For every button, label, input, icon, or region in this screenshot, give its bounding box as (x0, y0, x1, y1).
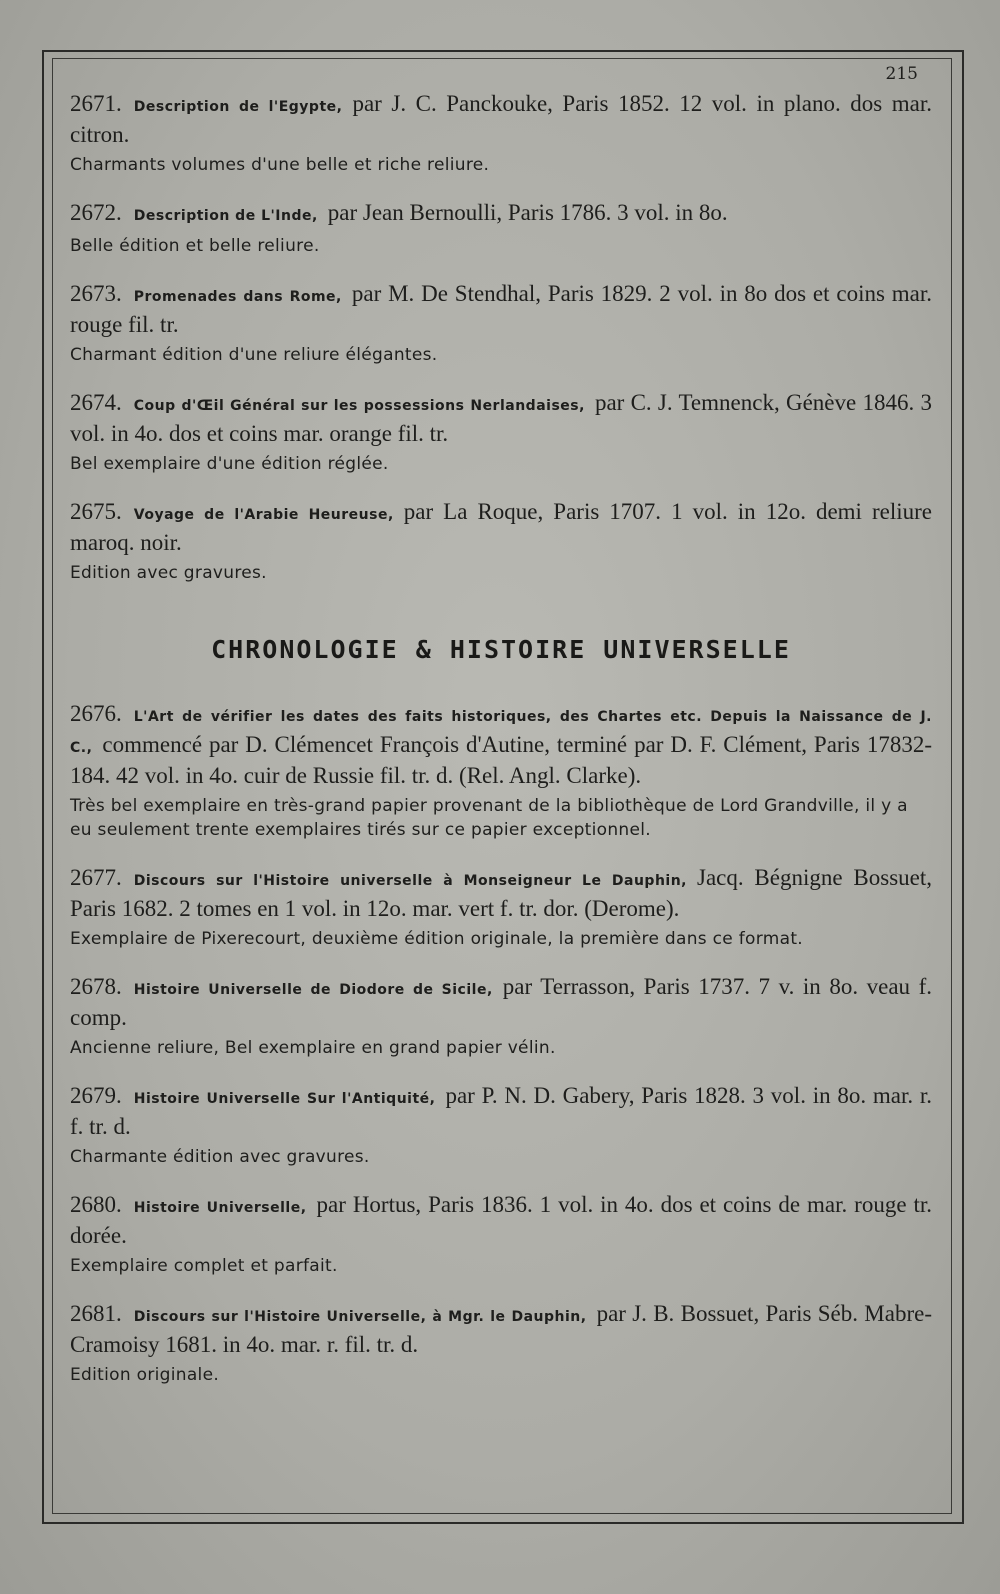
entry-title: Description de l'Egypte, (133, 99, 343, 115)
entry-number: 2677. (70, 865, 122, 890)
entry-details: par Hortus, Paris 1836. 1 vol. in 4o. dos et coins de mar. rouge tr. dorée. (70, 1192, 932, 1248)
page-number: 215 (885, 64, 918, 84)
entry-details: par M. De Stendhal, Paris 1829. 2 vol. in 8o dos et coins mar. rouge fil. tr. (70, 281, 932, 337)
entry-title: L'Art de vérifier les dates des faits historiques, des Chartes etc. Depuis la Naissance de J. C., (70, 709, 932, 756)
catalog-entry (70, 864, 932, 951)
catalog-entry (70, 280, 932, 367)
entry-details: Jacq. Bégnigne Bossuet, Paris 1682. 2 tomes en 1 vol. in 12o. mar. vert f. tr. dor. (Derome). (70, 865, 932, 921)
entry-title: Promenades dans Rome, (133, 289, 342, 305)
catalog-entry (70, 498, 932, 585)
entry-note: Belle édition et belle reliure. (70, 236, 320, 256)
entry-details: par Jean Bernoulli, Paris 1786. 3 vol. in 8o. (327, 200, 728, 225)
entry-details: par P. N. D. Gabery, Paris 1828. 3 vol. in 8o. mar. r. f. tr. d. (70, 1083, 932, 1139)
entry-title: Coup d'Œil Général sur les possessions Nerlandaises, (133, 398, 585, 414)
entry-title: Voyage de l'Arabie Heureuse, (133, 507, 394, 523)
catalog-entry (70, 1082, 932, 1169)
entry-title: Histoire Universelle de Diodore de Sicile, (133, 982, 493, 998)
catalog-entry (70, 973, 932, 1060)
entry-details: par La Roque, Paris 1707. 1 vol. in 12o. demi reliure maroq. noir. (70, 499, 932, 555)
entry-number: 2680. (70, 1192, 122, 1217)
entry-details: par J. B. Bossuet, Paris Séb. Mabre-Cramoisy 1681. in 4o. mar. r. fil. tr. d. (70, 1301, 932, 1357)
catalog-entry (70, 1300, 932, 1387)
entry-details: par Terrasson, Paris 1737. 7 v. in 8o. veau f. comp. (70, 974, 932, 1030)
entry-note: Edition avec gravures. (70, 563, 267, 583)
entry-title: Histoire Universelle, (133, 1200, 307, 1216)
entry-title: Description de L'Inde, (133, 208, 318, 224)
entry-details: par C. J. Temnenck, Génève 1846. 3 vol. in 4o. dos et coins mar. orange fil. tr. (70, 390, 932, 446)
entry-number: 2678. (70, 974, 122, 999)
entry-note: Très bel exemplaire en très-grand papier provenant de la bibliothèque de Lord Grandville, il y a eu seulement trente exemplaires tirés sur ce papier exceptionnel. (70, 796, 908, 840)
entry-note: Edition originale. (70, 1365, 220, 1385)
entry-note: Exemplaire complet et parfait. (70, 1256, 338, 1276)
entry-number: 2672. (70, 200, 122, 225)
section-heading: CHRONOLOGIE & HISTOIRE UNIVERSELLE (211, 635, 791, 664)
entry-title: Histoire Universelle Sur l'Antiquité, (133, 1091, 436, 1107)
entry-number: 2676. (70, 701, 122, 726)
entry-note: Bel exemplaire d'une édition réglée. (70, 454, 389, 474)
catalog-entry (70, 1191, 932, 1278)
catalog-entry (70, 90, 932, 177)
catalog-entry (70, 199, 932, 258)
page-content (70, 64, 932, 1387)
entry-number: 2673. (70, 281, 122, 306)
entry-details: commencé par D. Clémencet François d'Autine, terminé par D. F. Clément, Paris 17832-184. 42 vol. in 4o. cuir de Russie fil. tr. d. (Rel. Angl. Clarke). (70, 732, 932, 788)
catalog-entry (70, 700, 932, 842)
entry-number: 2679. (70, 1083, 122, 1108)
entry-note: Charmant édition d'une reliure élégantes. (70, 345, 438, 365)
entry-number: 2674. (70, 390, 122, 415)
entry-title: Discours sur l'Histoire universelle à Monseigneur Le Dauphin, (133, 873, 687, 889)
entry-note: Ancienne reliure, Bel exemplaire en grand papier vélin. (70, 1038, 556, 1058)
catalog-entry (70, 389, 932, 476)
entry-number: 2675. (70, 499, 122, 524)
entry-note: Charmante édition avec gravures. (70, 1147, 370, 1167)
entry-number: 2671. (70, 91, 122, 116)
entry-note: Exemplaire de Pixerecourt, deuxième édition originale, la première dans ce format. (70, 929, 803, 949)
entry-title: Discours sur l'Histoire Universelle, à Mgr. le Dauphin, (133, 1309, 587, 1325)
entry-number: 2681. (70, 1301, 122, 1326)
entry-note: Charmants volumes d'une belle et riche reliure. (70, 155, 490, 175)
entry-details: par J. C. Panckouke, Paris 1852. 12 vol. in plano. dos mar. citron. (70, 91, 932, 147)
